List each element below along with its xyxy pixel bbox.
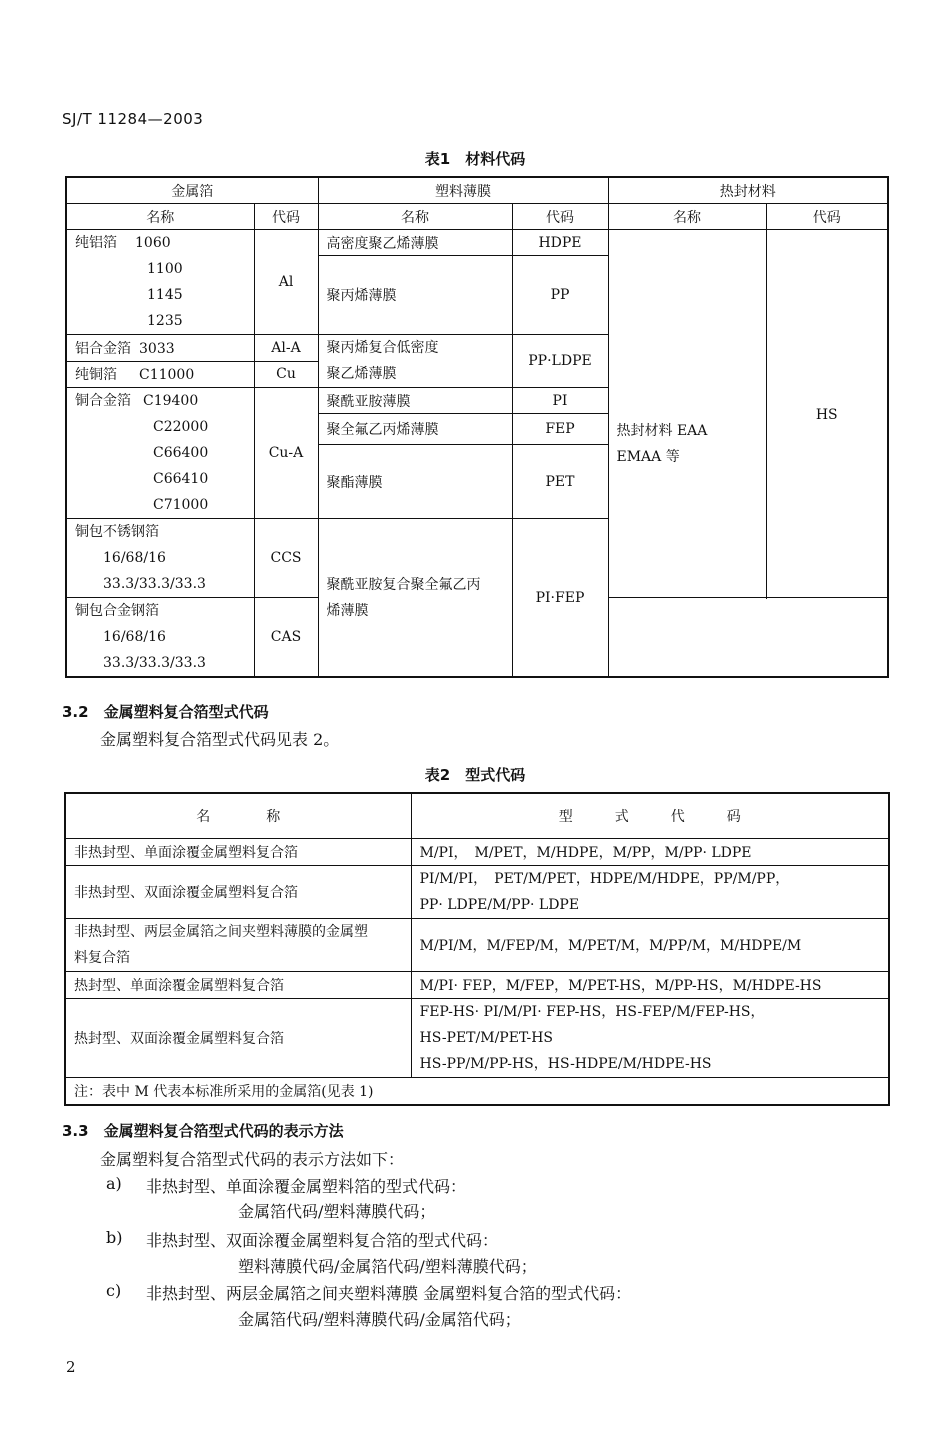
metal-cu-alloy-cell [66,388,254,519]
item-label: a) [106,1174,122,1193]
film-code: PI·FEP [512,519,608,678]
t2-name-line: 料复合箔 [74,950,130,966]
subheader-code: 代码 [512,204,608,230]
t2-head-name: 名 称 [65,793,411,839]
t2-row-name-cell [65,919,411,972]
metal-grade: 1235 [147,313,183,329]
metal-grade: 3033 [139,340,175,357]
t2-note: 注：表中 M 代表本标准所采用的金属箔(见表 1) [65,1078,889,1106]
film-name: 聚酯薄膜 [318,445,512,519]
metal-code: Al-A [254,335,318,362]
metal-al-cell [66,230,254,335]
metal-cas-cell [66,598,254,678]
section-3-3-title: 3.3 金属塑料复合箔型式代码的表示方法 [62,1122,344,1140]
metal-grade: C71000 [153,497,209,513]
t2-row-name: 热封型、单面涂覆金属塑料复合箔 [65,972,411,999]
film-name-line: 聚丙烯复合低密度 [326,340,439,356]
metal-grade: 1100 [147,261,183,277]
film-name-line: 烯薄膜 [326,602,369,619]
t2-code-line: PP· LDPE/M/PP· LDPE [419,897,580,913]
group-header-metal: 金属箔 [66,177,318,204]
section-3-2-title: 3.2 金属塑料复合箔型式代码 [62,703,269,721]
item-text: 非热封型、单面涂覆金属塑料箔的型式代码： [146,1177,467,1196]
metal-name: 纯铝箔 [75,235,117,251]
film-name-cell [318,519,512,678]
subheader-name: 名称 [608,204,766,230]
metal-alloy-al-cell [66,335,254,362]
t2-row-code-cell [411,866,889,919]
item-format: 金属箔代码/塑料薄膜代码/金属箔代码； [238,1310,521,1329]
metal-spec: 33.3/33.3/33.3 [103,576,206,592]
metal-code: Cu [254,361,318,388]
film-name-cell [318,335,512,388]
heat-seal-name-line: EMAA 等 [616,448,680,465]
t2-row-name: 热封型、双面涂覆金属塑料复合箔 [65,999,411,1078]
subheader-code: 代码 [254,204,318,230]
item-text: 非热封型、双面涂覆金属塑料复合箔的型式代码： [146,1231,499,1250]
film-code: FEP [512,414,608,445]
metal-grade: C22000 [153,419,209,435]
metal-spec: 16/68/16 [103,629,166,645]
metal-name: 铜合金箔 [75,393,131,409]
section-3-2-text: 金属塑料复合箔型式代码见表 2。 [100,730,340,749]
t2-row-code: M/PI/M，M/FEP/M，M/PET/M，M/PP/M，M/HDPE/M [411,919,889,972]
metal-spec: 16/68/16 [103,550,166,566]
metal-grade: C11000 [139,367,195,384]
group-header-heat-seal: 热封材料 [608,177,888,204]
film-name: 聚全氟乙丙烯薄膜 [318,414,512,445]
t2-code-line: HS-PET/M/PET-HS [419,1030,553,1046]
heat-seal-code: HS [766,230,888,598]
section-3-3-intro: 金属塑料复合箔型式代码的表示方法如下： [100,1150,405,1169]
t2-row-code-cell [411,999,889,1078]
film-name: 高密度聚乙烯薄膜 [318,230,512,256]
metal-code: Al [254,230,318,335]
metal-name: 铜包不锈钢箔 [75,524,159,540]
film-code: PI [512,388,608,414]
metal-spec: 33.3/33.3/33.3 [103,655,206,671]
film-code: PP [512,256,608,335]
subheader-name: 名称 [66,204,254,230]
metal-grade: C66400 [153,445,209,461]
film-code: PET [512,445,608,519]
type-code-table [64,792,890,1106]
film-name-line: 聚酰亚胺复合聚全氟乙丙 [326,576,481,593]
t2-code-line: FEP-HS· PI/M/PI· FEP-HS，HS-FEP/M/FEP-HS， [419,1004,765,1020]
t2-row-name: 非热封型、双面涂覆金属塑料复合箔 [65,866,411,919]
heat-seal-name-cell [608,230,766,598]
t2-code-line: PI/M/PI， PET/M/PET，HDPE/M/HDPE，PP/M/PP， [419,871,790,887]
heat-seal-name-line: 热封材料 EAA [616,422,708,439]
group-header-film: 塑料薄膜 [318,177,608,204]
subheader-name: 名称 [318,204,512,230]
t2-row-name: 非热封型、单面涂覆金属塑料复合箔 [65,839,411,866]
metal-code: Cu-A [254,388,318,519]
metal-name: 铝合金箔 [75,340,131,357]
metal-code: CCS [254,519,318,598]
t2-code-line: HS-PP/M/PP-HS，HS-HDPE/M/HDPE-HS [419,1056,712,1072]
metal-grade: C66410 [153,471,209,487]
metal-name: 纯铜箔 [75,367,117,384]
film-code: PP·LDPE [512,335,608,388]
metal-ccs-cell [66,519,254,598]
film-name: 聚酰亚胺薄膜 [318,388,512,414]
material-code-table [65,176,889,678]
t2-name-line: 非热封型、两层金属箔之间夹塑料薄膜的金属塑 [74,924,368,940]
subheader-code: 代码 [766,204,888,230]
film-code: HDPE [512,230,608,256]
metal-code: CAS [254,598,318,678]
t2-row-code: M/PI· FEP，M/FEP，M/PET-HS，M/PP-HS，M/HDPE-HS [411,972,889,999]
t2-row-code: M/PI， M/PET，M/HDPE，M/PP，M/PP· LDPE [411,839,889,866]
item-label: c) [106,1281,122,1300]
page-number: 2 [66,1358,76,1376]
metal-grade: 1145 [147,287,183,303]
film-name-line: 聚乙烯薄膜 [326,366,397,382]
metal-name: 铜包合金钢箔 [75,603,159,619]
item-label: b) [106,1228,123,1247]
metal-grade: C19400 [143,393,199,409]
table2-caption: 表2 型式代码 [424,766,526,784]
table1-caption: 表1 材料代码 [424,150,526,168]
item-text: 非热封型、两层金属箔之间夹塑料薄膜 金属塑料复合箔的型式代码： [146,1284,632,1303]
film-name: 聚丙烯薄膜 [318,256,512,335]
standard-header: SJ/T 11284—2003 [62,110,204,128]
t2-head-code: 型 式 代 码 [411,793,889,839]
item-format: 金属箔代码/塑料薄膜代码； [238,1202,436,1221]
item-format: 塑料薄膜代码/金属箔代码/塑料薄膜代码； [238,1257,537,1276]
metal-grade: 1060 [135,235,171,251]
metal-cu-cell [66,361,254,388]
